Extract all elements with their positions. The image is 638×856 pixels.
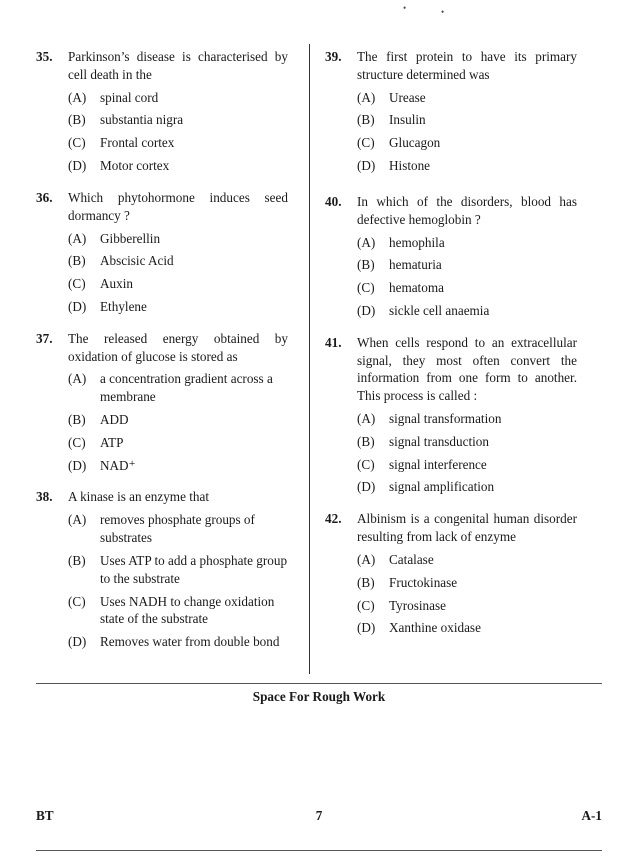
option-text: signal transformation: [389, 411, 502, 426]
column-divider: [309, 44, 310, 674]
answer-option: [68, 511, 288, 547]
question-40: [325, 193, 577, 320]
option-text: signal transduction: [389, 433, 489, 449]
question-36: [36, 189, 288, 316]
question-35: [36, 48, 288, 175]
option-text: Tyrosinase: [389, 597, 446, 613]
question-number: 40.: [325, 193, 342, 209]
option-text: Histone: [389, 158, 431, 174]
option-text: Fructokinase: [389, 574, 458, 590]
option-label: (B): [357, 112, 375, 128]
question-number: 36.: [36, 189, 53, 205]
question-number: 35.: [36, 49, 53, 64]
option-label: (D): [357, 158, 376, 174]
answer-option: [357, 134, 577, 152]
option-text: Xanthine oxidase: [389, 620, 481, 636]
question-number: 41.: [325, 334, 342, 350]
option-label: (D): [68, 158, 87, 174]
option-text: ADD: [100, 412, 129, 427]
option-text: hematuria: [389, 257, 442, 273]
option-text: substantia nigra: [100, 112, 184, 128]
option-label: (C): [68, 276, 86, 292]
option-label: (D): [68, 634, 87, 650]
option-label: (B): [68, 112, 86, 128]
answer-option: [357, 619, 577, 637]
option-label: (A): [357, 234, 376, 250]
option-text: Removes water from double bond: [100, 634, 280, 650]
option-text: Uses ATP to add a phosphate group to the substrate: [100, 552, 288, 586]
question-text: Which phytohormone induces seed dormancy ?: [68, 189, 288, 223]
option-label: (D): [357, 620, 376, 636]
question-37: [36, 330, 288, 475]
question-text: Albinism is a congenital human disorder resulting from lack of enzyme: [357, 511, 577, 545]
answer-option: [68, 252, 288, 270]
question-text: The released energy obtained by oxidation of glucose is stored as: [68, 330, 288, 364]
question-text: The first protein to have its primary structure determined was: [357, 49, 577, 82]
option-text: spinal cord: [100, 89, 159, 105]
option-label: (D): [357, 479, 376, 495]
question-text: A kinase is an enzyme that: [68, 489, 209, 505]
option-label: (C): [357, 135, 375, 151]
answer-option: [357, 256, 577, 274]
option-label: (C): [357, 456, 375, 472]
answer-option: [357, 433, 577, 451]
option-label: (C): [68, 135, 86, 151]
answer-option: [68, 298, 288, 316]
answer-option: [357, 157, 577, 175]
option-label: (B): [357, 433, 375, 449]
answer-option: [357, 89, 577, 107]
option-label: (A): [357, 89, 376, 105]
question-text: In which of the disorders, blood has defective hemoglobin ?: [357, 193, 577, 227]
answer-option: [68, 370, 288, 406]
option-label: (B): [68, 412, 86, 427]
scan-mark: •: [441, 7, 445, 17]
option-text: Auxin: [100, 276, 133, 292]
option-text: Motor cortex: [100, 158, 170, 174]
scan-mark: •: [403, 3, 407, 13]
footer-series: A-1: [581, 808, 602, 823]
option-label: (A): [68, 371, 87, 387]
option-label: (D): [68, 298, 87, 314]
answer-option: [68, 552, 288, 588]
question-number: 38.: [36, 489, 53, 505]
option-label: (C): [357, 597, 375, 613]
option-label: (A): [68, 512, 87, 528]
option-text: hemophila: [389, 234, 445, 250]
question-number: 37.: [36, 330, 53, 346]
question-41: [325, 334, 577, 497]
answer-option: [357, 279, 577, 297]
option-text: Insulin: [389, 112, 426, 128]
option-label: (A): [68, 89, 87, 105]
answer-option: [68, 457, 288, 475]
answer-option: [357, 456, 577, 474]
question-number: 42.: [325, 511, 342, 527]
rough-work-heading: Space For Rough Work: [252, 689, 386, 704]
question-38: [36, 488, 288, 651]
answer-option: [68, 89, 288, 107]
answer-option: [357, 478, 577, 496]
bottom-rule: [36, 850, 602, 851]
option-label: (D): [68, 457, 87, 473]
option-text: Glucagon: [389, 135, 441, 151]
option-text: signal amplification: [389, 479, 495, 495]
option-text: ATP: [100, 434, 124, 450]
option-label: (A): [357, 551, 376, 567]
answer-option: [68, 434, 288, 452]
option-text: Ethylene: [100, 298, 147, 314]
option-label: (C): [357, 280, 375, 296]
answer-option: [68, 633, 288, 651]
question-number: 39.: [325, 49, 342, 64]
option-label: (D): [357, 302, 376, 318]
answer-option: [357, 597, 577, 615]
option-text: Frontal cortex: [100, 135, 175, 151]
option-text: hematoma: [389, 280, 444, 296]
option-label: (C): [68, 593, 86, 609]
answer-option: [357, 410, 577, 428]
footer-code: BT: [36, 808, 54, 823]
option-text: Catalase: [389, 551, 434, 567]
option-label: (B): [68, 253, 86, 269]
answer-option: [68, 411, 288, 429]
option-text: sickle cell anaemia: [389, 302, 490, 318]
option-label: (A): [68, 230, 87, 246]
option-text: Gibberellin: [100, 230, 161, 246]
option-label: (A): [357, 411, 376, 426]
option-text: a concentration gradient across a membrane: [100, 371, 273, 405]
question-39: [325, 48, 577, 175]
option-text: Urease: [389, 89, 426, 105]
answer-option: [357, 551, 577, 569]
option-label: (C): [68, 434, 86, 450]
option-text: removes phosphate groups of substrates: [100, 512, 255, 546]
option-text: NAD⁺: [100, 457, 136, 473]
question-text: Parkinson’s disease is characterised by cell death in the: [68, 49, 288, 82]
option-label: (B): [357, 574, 375, 590]
answer-option: [68, 111, 288, 129]
answer-option: [357, 574, 577, 592]
answer-option: [68, 593, 288, 629]
right-column: [325, 48, 577, 651]
option-text: Uses NADH to change oxidation state of the substrate: [100, 593, 275, 627]
question-42: [325, 510, 577, 637]
answer-option: [68, 275, 288, 293]
option-text: signal interference: [389, 456, 487, 472]
question-text: When cells respond to an extracellular signal, they most often convert the information from one form to another. This process is called :: [357, 334, 577, 404]
answer-option: [357, 302, 577, 320]
left-column: [36, 48, 288, 665]
option-text: Abscisic Acid: [100, 253, 174, 269]
separator-rule: [36, 683, 602, 684]
answer-option: [68, 230, 288, 248]
answer-option: [68, 134, 288, 152]
answer-option: [357, 234, 577, 252]
answer-option: [357, 111, 577, 129]
option-label: (B): [68, 552, 86, 568]
page-number: 7: [315, 808, 323, 823]
answer-option: [68, 157, 288, 175]
option-label: (B): [357, 257, 375, 273]
